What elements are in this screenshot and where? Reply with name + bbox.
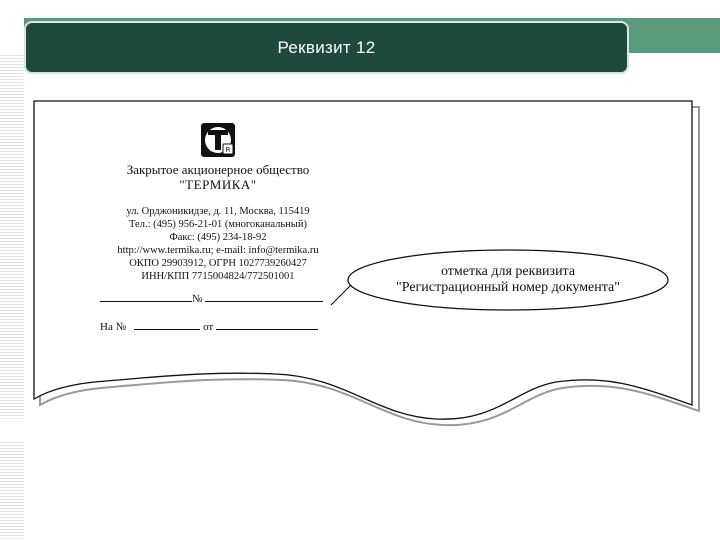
callout-note xyxy=(372,255,644,305)
termika-logo-icon xyxy=(200,122,236,158)
date-from-label: от xyxy=(203,321,214,333)
number-sign-label: № xyxy=(192,293,203,305)
registration-number-field xyxy=(100,290,336,305)
callout-line-2: "Регистрационный номер документа" xyxy=(396,280,620,295)
slide-title: Реквизит 12 xyxy=(277,37,376,57)
company-type: Закрытое акционерное общество xyxy=(126,162,310,177)
company-name: "ТЕРМИКА" xyxy=(179,177,257,192)
date-blank xyxy=(100,290,192,302)
reply-to-label: На № xyxy=(100,321,127,333)
okpo-ogrn-line: ОКПО 29903912, ОГРН 1027739260427 xyxy=(129,258,307,269)
reply-to-field xyxy=(100,318,336,333)
number-blank xyxy=(205,290,323,302)
phone-line: Тел.: (495) 956-21-01 (многоканальный) xyxy=(129,219,307,230)
reply-number-blank xyxy=(134,318,200,330)
svg-text:R: R xyxy=(225,146,231,154)
reply-date-blank xyxy=(216,318,318,330)
fax-line: Факс: (495) 234-18-92 xyxy=(169,232,267,243)
inn-kpp-line: ИНН/КПП 7715004824/772501001 xyxy=(141,271,295,282)
letterhead xyxy=(98,122,338,283)
address-line: ул. Орджоникидзе, д. 11, Москва, 115419 xyxy=(126,206,310,217)
web-email-line: http://www.termika.ru; e-mail: info@termika.ru xyxy=(117,245,319,256)
callout-line-1: отметка для реквизита xyxy=(440,264,576,279)
